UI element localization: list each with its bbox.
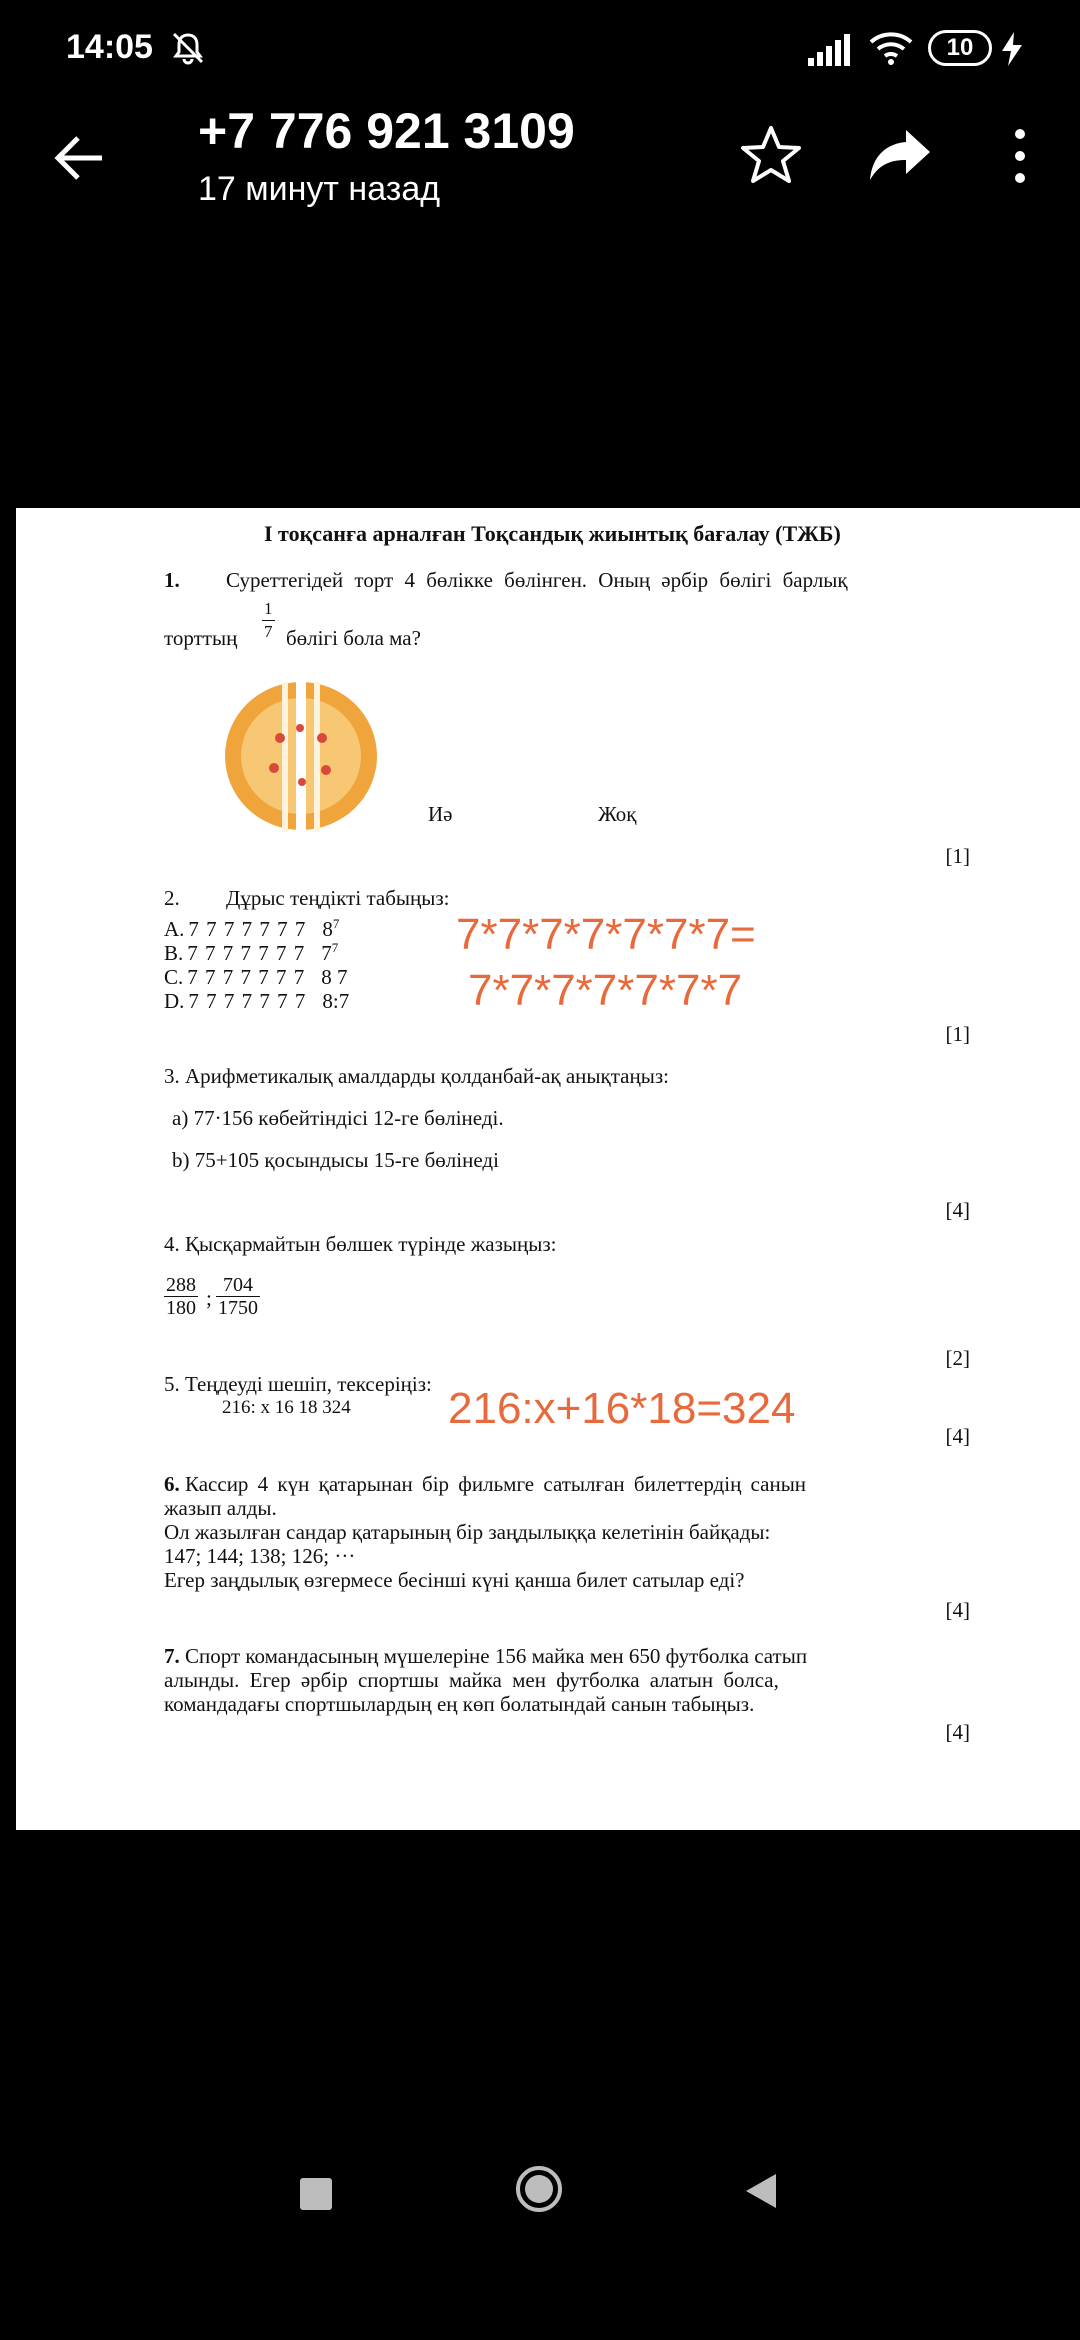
- doc-title: I тоқсанға арналған Тоқсандық жиынтық бағалау (ТЖБ): [264, 521, 841, 546]
- q2-handwriting-line1: 7*7*7*7*7*7*7=: [456, 910, 756, 959]
- q2-option: [164, 984, 349, 1013]
- q1-fraction: [262, 598, 275, 643]
- home-button[interactable]: [514, 2164, 564, 2214]
- q3-part-b: b) 75+105 қосындысы 15-ге бөлінеді: [172, 1148, 499, 1172]
- q2-text: Дұрыс теңдікті табыңыз:: [226, 886, 450, 910]
- q2-handwriting-line2: 7*7*7*7*7*7*7: [468, 966, 743, 1015]
- q5-equation: 216: x 16 18 324: [222, 1397, 351, 1418]
- bell-off-icon: [170, 30, 206, 66]
- q1-text-line2b: бөлігі бола ма?: [286, 626, 421, 650]
- star-icon[interactable]: [740, 124, 802, 186]
- more-options-icon[interactable]: [1000, 126, 1040, 186]
- q2-mark: [1]: [945, 1022, 970, 1046]
- q6-line3: Ол жазылған сандар қатарының бір заңдылыққа келетінін байқады:: [164, 1520, 771, 1544]
- q6-mark: [4]: [945, 1598, 970, 1622]
- q2-option-result: 8: [322, 917, 333, 941]
- q7-line1: Спорт командасының мүшелеріне 156 майка мен 650 футболка сатып: [185, 1644, 808, 1668]
- document-image[interactable]: [16, 508, 1080, 1830]
- back-arrow-icon[interactable]: [52, 130, 108, 186]
- q5-handwriting: 216:x+16*18=324: [448, 1384, 796, 1433]
- cake-image: [222, 678, 380, 834]
- q2-option-result: 7: [321, 941, 332, 965]
- q2-number: 2.: [164, 886, 180, 910]
- q4-fraction-2: [216, 1274, 260, 1319]
- signal-icon: [808, 34, 852, 66]
- q6-block: [164, 1472, 806, 1496]
- sender-phone-number: +7 776 921 3109: [198, 103, 575, 159]
- q1-text-line2a: торттың: [164, 626, 238, 650]
- q6-line4: 147; 144; 138; 126; ···: [164, 1544, 356, 1568]
- q6-line5: Егер заңдылық өзгермесе бесінші күні қанша билет сатылар еді?: [164, 1568, 745, 1592]
- q7-block: [164, 1644, 807, 1668]
- q1-fraction-denominator: 7: [264, 622, 273, 641]
- forward-icon[interactable]: [868, 126, 932, 184]
- q1-number: 1.: [164, 568, 180, 592]
- q3-text: 3. Арифметикалық амалдарды қолданбай-ақ анықтаңыз:: [164, 1064, 669, 1088]
- charging-icon: [1000, 32, 1024, 66]
- q2-option-exponent: 7: [331, 940, 339, 955]
- q2-option-result: 8 7: [321, 965, 348, 989]
- q4-f2-numerator: 704: [216, 1274, 260, 1297]
- q2-option-prefix: C.: [164, 965, 184, 989]
- q1-answer-yes: Иә: [428, 802, 453, 826]
- q5-text: 5. Теңдеуді шешіп, тексеріңіз:: [164, 1372, 432, 1396]
- q7-line3: командадағы спортшылардың ең көп болатындай санын табыңыз.: [164, 1692, 755, 1716]
- wifi-icon: [868, 30, 914, 66]
- q4-fraction-1: [164, 1274, 198, 1319]
- recents-button[interactable]: [300, 2178, 332, 2210]
- q4-f1-denominator: 180: [166, 1297, 196, 1319]
- q2-option-result: 8:7: [322, 989, 350, 1013]
- q7-line2: алынды. Егер әрбір спортшы майка мен футболка алатын болса,: [164, 1668, 779, 1692]
- q1-answer-no: Жоқ: [598, 802, 637, 826]
- q2-option-prefix: B.: [164, 941, 184, 965]
- q6-line1: Кассир 4 күн қатарынан бір фильмге сатылған билеттердің санын: [185, 1472, 807, 1496]
- q2-option-prefix: D.: [164, 989, 185, 1013]
- q4-separator: ;: [206, 1286, 212, 1310]
- q1-text-line1: Суреттегідей торт 4 бөлікке бөлінген. Оның әрбір бөлігі барлық: [226, 568, 848, 592]
- nav-back-button[interactable]: [744, 2172, 778, 2210]
- q6-number: 6.: [164, 1472, 180, 1496]
- q3-mark: [4]: [945, 1198, 970, 1222]
- message-time: 17 минут назад: [198, 170, 441, 208]
- status-time: 14:05: [66, 28, 153, 66]
- q4-f2-denominator: 1750: [218, 1297, 258, 1319]
- q2-option-expression: 7 7 7 7 7 7 7: [188, 917, 307, 941]
- q1-fraction-numerator: 1: [262, 598, 275, 621]
- q2-option-expression: 7 7 7 7 7 7 7: [187, 941, 306, 965]
- q3-part-a: a) 77·156 көбейтіндісі 12-ге бөлінеді.: [172, 1106, 504, 1130]
- q4-text: 4. Қысқармайтын бөлшек түрінде жазыңыз:: [164, 1232, 557, 1256]
- q6-line2: жазып алды.: [164, 1496, 277, 1520]
- battery-icon: 10: [928, 30, 992, 66]
- q2-option-prefix: A.: [164, 917, 185, 941]
- q2-option-exponent: 7: [332, 916, 340, 931]
- q2-option-expression: 7 7 7 7 7 7 7: [188, 989, 307, 1013]
- q5-mark: [4]: [945, 1424, 970, 1448]
- q4-f1-numerator: 288: [166, 1274, 196, 1296]
- q1-mark: [1]: [945, 844, 970, 868]
- q4-mark: [2]: [945, 1346, 970, 1370]
- q7-number: 7.: [164, 1644, 180, 1668]
- q7-mark: [4]: [945, 1720, 970, 1744]
- q2-option-expression: 7 7 7 7 7 7 7: [187, 965, 306, 989]
